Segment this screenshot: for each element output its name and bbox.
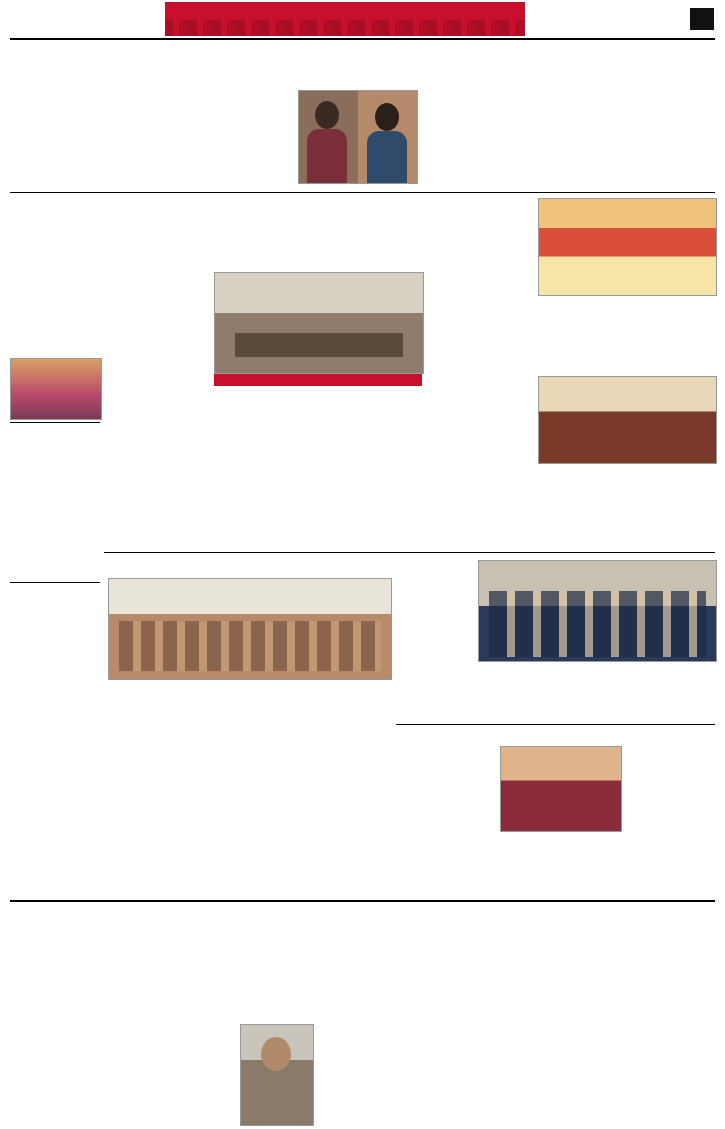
story10-body xyxy=(396,746,496,876)
story1-col4 xyxy=(595,42,715,190)
masthead-rule xyxy=(10,38,715,40)
story5-photo xyxy=(538,198,717,296)
portrait-shape xyxy=(375,103,399,131)
story4-body xyxy=(10,610,100,900)
portrait-shape xyxy=(261,1037,291,1071)
divider xyxy=(396,724,715,725)
story1-col2 xyxy=(128,92,294,188)
story13-photo xyxy=(240,1024,314,1126)
story9-photo xyxy=(478,560,717,662)
story1-col3 xyxy=(422,92,590,188)
story13-body xyxy=(318,980,715,1124)
lead-col2 xyxy=(214,390,314,546)
story2-body xyxy=(10,222,100,354)
lead-col4 xyxy=(428,272,530,546)
story7-body xyxy=(108,684,390,834)
section-banner xyxy=(165,2,525,36)
story13-intro xyxy=(240,910,310,1020)
story11-body xyxy=(108,852,390,888)
story6-photo xyxy=(538,376,717,464)
lead-photo-caption xyxy=(214,374,422,386)
lead-col1 xyxy=(108,318,208,546)
lead-col3 xyxy=(320,390,422,546)
divider xyxy=(10,192,715,193)
story10-photo xyxy=(500,746,622,832)
story2-photo xyxy=(10,358,102,420)
portrait-shape xyxy=(367,131,407,183)
divider xyxy=(10,582,100,583)
people-shape xyxy=(489,591,706,657)
lead-photo-meeting xyxy=(214,272,424,374)
divider xyxy=(104,552,715,553)
story9-body xyxy=(396,680,715,720)
divider xyxy=(10,900,715,902)
story1-photo-portraits xyxy=(298,90,418,184)
masthead xyxy=(0,0,725,38)
portrait-shape xyxy=(315,101,339,129)
crowd-shape xyxy=(119,621,381,671)
story11-extra xyxy=(500,834,620,884)
logo xyxy=(10,4,100,34)
story6-body xyxy=(538,480,715,546)
story5-body xyxy=(538,312,715,372)
story7-photo xyxy=(108,578,392,680)
portrait-shape xyxy=(307,129,347,183)
divider xyxy=(10,422,100,423)
page-number xyxy=(690,8,714,30)
story10-body-cont xyxy=(624,746,715,876)
story12-body xyxy=(10,966,235,1124)
skyline-decoration xyxy=(165,20,525,36)
story3-body xyxy=(10,450,100,578)
table-shape xyxy=(235,333,403,357)
story1-col1 xyxy=(10,104,122,188)
